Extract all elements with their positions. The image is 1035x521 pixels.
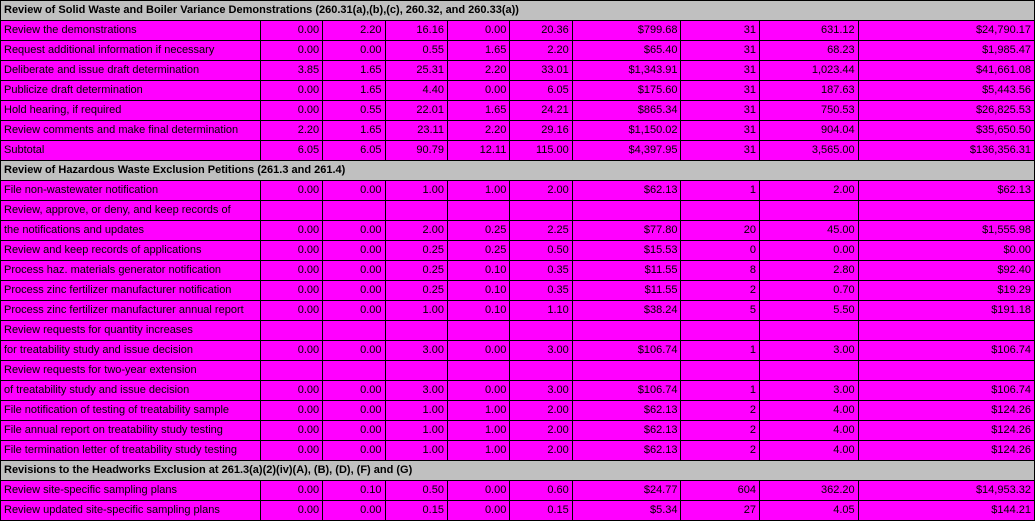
cell-value: 2.20 bbox=[260, 121, 322, 141]
cell-value: 750.53 bbox=[760, 101, 859, 121]
cell-value: 45.00 bbox=[760, 221, 859, 241]
cell-value bbox=[447, 321, 509, 341]
row-label: Review, approve, or deny, and keep records of bbox=[1, 201, 261, 221]
row-label: File non-wastewater notification bbox=[1, 181, 261, 201]
cell-value: 0.55 bbox=[323, 101, 385, 121]
cell-value: 0.55 bbox=[385, 41, 447, 61]
cell-value: 0.00 bbox=[260, 241, 322, 261]
cell-value: 22.01 bbox=[385, 101, 447, 121]
cell-value: 0.00 bbox=[260, 41, 322, 61]
table-row bbox=[1, 221, 1035, 241]
cell-value: 2 bbox=[681, 401, 760, 421]
cell-value: 1 bbox=[681, 181, 760, 201]
cell-currency bbox=[858, 361, 1034, 381]
cell-currency: $62.13 bbox=[858, 181, 1034, 201]
table-row bbox=[1, 61, 1035, 81]
cell-value bbox=[760, 361, 859, 381]
cell-value: 0.60 bbox=[510, 481, 572, 501]
cell-value: 631.12 bbox=[760, 21, 859, 41]
cell-value: 2.25 bbox=[510, 221, 572, 241]
cell-currency: $1,343.91 bbox=[572, 61, 681, 81]
cell-value: 0.25 bbox=[385, 261, 447, 281]
cell-currency: $106.74 bbox=[572, 341, 681, 361]
cell-value: 0.50 bbox=[510, 241, 572, 261]
cell-currency bbox=[858, 201, 1034, 221]
cell-value: 3.00 bbox=[385, 341, 447, 361]
cell-value: 2.00 bbox=[760, 181, 859, 201]
cell-value: 0.10 bbox=[323, 481, 385, 501]
cell-value: 8 bbox=[681, 261, 760, 281]
row-label: Hold hearing, if required bbox=[1, 101, 261, 121]
row-label: Deliberate and issue draft determination bbox=[1, 61, 261, 81]
row-label: Request additional information if necessary bbox=[1, 41, 261, 61]
table-row bbox=[1, 301, 1035, 321]
cell-currency: $124.26 bbox=[858, 421, 1034, 441]
row-label: Process zinc fertilizer manufacturer notification bbox=[1, 281, 261, 301]
cell-value: 1,023.44 bbox=[760, 61, 859, 81]
row-label: Review comments and make final determination bbox=[1, 121, 261, 141]
cell-currency: $799.68 bbox=[572, 21, 681, 41]
row-label: Subtotal bbox=[1, 141, 261, 161]
cell-currency: $124.26 bbox=[858, 441, 1034, 461]
cell-currency: $865.34 bbox=[572, 101, 681, 121]
row-label: File notification of testing of treatability sample bbox=[1, 401, 261, 421]
section-title: Review of Solid Waste and Boiler Variance Demonstrations (260.31(a),(b),(c), 260.32, and 260.33(a)) bbox=[1, 1, 1035, 21]
cell-value: 0.00 bbox=[447, 341, 509, 361]
table-row bbox=[1, 481, 1035, 501]
cell-value: 0.35 bbox=[510, 281, 572, 301]
row-label: Process haz. materials generator notification bbox=[1, 261, 261, 281]
section-header-row bbox=[1, 461, 1035, 481]
table-row bbox=[1, 21, 1035, 41]
cell-value: 0.00 bbox=[260, 81, 322, 101]
row-label: of treatability study and issue decision bbox=[1, 381, 261, 401]
cell-value: 604 bbox=[681, 481, 760, 501]
cell-value: 31 bbox=[681, 121, 760, 141]
table-row bbox=[1, 341, 1035, 361]
cell-value bbox=[323, 201, 385, 221]
cell-value: 0.00 bbox=[323, 381, 385, 401]
cell-currency: $136,356.31 bbox=[858, 141, 1034, 161]
cell-currency bbox=[572, 321, 681, 341]
cell-value: 0.15 bbox=[510, 501, 572, 521]
cell-value: 0.00 bbox=[323, 301, 385, 321]
table-row bbox=[1, 241, 1035, 261]
cell-value: 3.00 bbox=[760, 341, 859, 361]
cell-value bbox=[385, 361, 447, 381]
cell-value: 1.65 bbox=[323, 121, 385, 141]
cell-value bbox=[681, 321, 760, 341]
cell-value: 24.21 bbox=[510, 101, 572, 121]
table-row bbox=[1, 501, 1035, 521]
cell-value bbox=[681, 201, 760, 221]
subtotal-row bbox=[1, 141, 1035, 161]
cell-value: 2.00 bbox=[510, 401, 572, 421]
cell-value: 0.25 bbox=[447, 241, 509, 261]
cell-value: 0.00 bbox=[323, 421, 385, 441]
cell-value: 0.00 bbox=[323, 281, 385, 301]
cell-value: 3.00 bbox=[510, 341, 572, 361]
cell-value: 0.00 bbox=[260, 481, 322, 501]
cell-value bbox=[447, 361, 509, 381]
cell-value: 362.20 bbox=[760, 481, 859, 501]
cell-value: 23.11 bbox=[385, 121, 447, 141]
cell-currency: $14,953.32 bbox=[858, 481, 1034, 501]
cell-currency: $175.60 bbox=[572, 81, 681, 101]
table-row bbox=[1, 381, 1035, 401]
cell-currency: $124.26 bbox=[858, 401, 1034, 421]
cell-value: 4.00 bbox=[760, 421, 859, 441]
cell-currency bbox=[858, 321, 1034, 341]
row-label: for treatability study and issue decision bbox=[1, 341, 261, 361]
cell-value: 1.00 bbox=[385, 441, 447, 461]
section-header-row bbox=[1, 1, 1035, 21]
cell-value: 0.00 bbox=[260, 221, 322, 241]
cell-currency: $1,555.98 bbox=[858, 221, 1034, 241]
cell-value bbox=[510, 321, 572, 341]
cell-value bbox=[260, 201, 322, 221]
table-row bbox=[1, 321, 1035, 341]
cell-value bbox=[385, 201, 447, 221]
cell-value: 2.80 bbox=[760, 261, 859, 281]
cell-value: 4.05 bbox=[760, 501, 859, 521]
table-row bbox=[1, 401, 1035, 421]
cell-value: 0.10 bbox=[447, 281, 509, 301]
cell-value: 1.00 bbox=[385, 401, 447, 421]
cell-value: 1 bbox=[681, 381, 760, 401]
cell-value: 0.00 bbox=[260, 21, 322, 41]
cell-value: 20 bbox=[681, 221, 760, 241]
cell-currency: $191.18 bbox=[858, 301, 1034, 321]
cell-currency: $26,825.53 bbox=[858, 101, 1034, 121]
cell-currency: $144.21 bbox=[858, 501, 1034, 521]
cell-value: 29.16 bbox=[510, 121, 572, 141]
table-row bbox=[1, 81, 1035, 101]
cell-value: 1.65 bbox=[447, 41, 509, 61]
cell-value: 2.20 bbox=[447, 121, 509, 141]
section-header-row bbox=[1, 161, 1035, 181]
cell-value: 0.00 bbox=[447, 81, 509, 101]
cell-value: 0.50 bbox=[385, 481, 447, 501]
cell-value: 2.00 bbox=[510, 441, 572, 461]
cell-value: 27 bbox=[681, 501, 760, 521]
cell-value: 1.65 bbox=[323, 61, 385, 81]
cell-value: 0.00 bbox=[447, 501, 509, 521]
cell-value: 31 bbox=[681, 101, 760, 121]
cell-value: 0.00 bbox=[447, 481, 509, 501]
cell-value: 31 bbox=[681, 81, 760, 101]
cell-value: 0 bbox=[681, 241, 760, 261]
cell-value: 0.00 bbox=[323, 241, 385, 261]
cell-value: 4.00 bbox=[760, 401, 859, 421]
cell-currency: $106.74 bbox=[858, 381, 1034, 401]
cell-value: 115.00 bbox=[510, 141, 572, 161]
cell-currency: $1,985.47 bbox=[858, 41, 1034, 61]
cell-value: 3,565.00 bbox=[760, 141, 859, 161]
cell-value: 0.00 bbox=[260, 401, 322, 421]
row-label: Process zinc fertilizer manufacturer annual report bbox=[1, 301, 261, 321]
cell-currency: $35,650.50 bbox=[858, 121, 1034, 141]
cell-value: 0.00 bbox=[447, 381, 509, 401]
cell-value: 5.50 bbox=[760, 301, 859, 321]
cell-value: 6.05 bbox=[260, 141, 322, 161]
cell-value: 0.25 bbox=[447, 221, 509, 241]
cell-currency: $41,661.08 bbox=[858, 61, 1034, 81]
cell-value: 1.00 bbox=[447, 181, 509, 201]
cell-value: 2 bbox=[681, 281, 760, 301]
cell-value: 3.00 bbox=[510, 381, 572, 401]
table-row bbox=[1, 441, 1035, 461]
section-title: Revisions to the Headworks Exclusion at 261.3(a)(2)(iv)(A), (B), (D), (F) and (G) bbox=[1, 461, 1035, 481]
row-label: the notifications and updates bbox=[1, 221, 261, 241]
cell-value: 2.20 bbox=[447, 61, 509, 81]
cell-value: 2.00 bbox=[385, 221, 447, 241]
cell-value: 1.00 bbox=[447, 441, 509, 461]
cell-value: 0.00 bbox=[260, 281, 322, 301]
row-label: Review updated site-specific sampling plans bbox=[1, 501, 261, 521]
cell-currency: $5,443.56 bbox=[858, 81, 1034, 101]
cell-value: 0.25 bbox=[385, 241, 447, 261]
cell-currency: $65.40 bbox=[572, 41, 681, 61]
table-row bbox=[1, 41, 1035, 61]
cell-currency: $24.77 bbox=[572, 481, 681, 501]
cell-currency: $5.34 bbox=[572, 501, 681, 521]
cell-value: 1.00 bbox=[447, 421, 509, 441]
cell-value: 16.16 bbox=[385, 21, 447, 41]
cell-value: 5 bbox=[681, 301, 760, 321]
cell-value: 12.11 bbox=[447, 141, 509, 161]
cell-value: 0.00 bbox=[260, 421, 322, 441]
cell-value bbox=[447, 201, 509, 221]
cell-value: 3.00 bbox=[760, 381, 859, 401]
cell-currency: $38.24 bbox=[572, 301, 681, 321]
table-row bbox=[1, 181, 1035, 201]
cell-currency: $19.29 bbox=[858, 281, 1034, 301]
cell-currency: $92.40 bbox=[858, 261, 1034, 281]
cell-value: 187.63 bbox=[760, 81, 859, 101]
table-body bbox=[1, 1, 1035, 521]
table-row bbox=[1, 361, 1035, 381]
row-label: Review and keep records of applications bbox=[1, 241, 261, 261]
cell-value: 31 bbox=[681, 141, 760, 161]
cell-value: 904.04 bbox=[760, 121, 859, 141]
row-label: Review requests for quantity increases bbox=[1, 321, 261, 341]
cell-value: 0.70 bbox=[760, 281, 859, 301]
cell-currency: $4,397.95 bbox=[572, 141, 681, 161]
cell-value: 68.23 bbox=[760, 41, 859, 61]
cell-value: 31 bbox=[681, 21, 760, 41]
cell-value: 0.00 bbox=[323, 501, 385, 521]
cell-value: 0.00 bbox=[323, 181, 385, 201]
cell-value: 1.00 bbox=[385, 181, 447, 201]
cell-currency bbox=[572, 361, 681, 381]
row-label: Review the demonstrations bbox=[1, 21, 261, 41]
cell-currency bbox=[572, 201, 681, 221]
cell-value: 2 bbox=[681, 421, 760, 441]
cell-currency: $62.13 bbox=[572, 421, 681, 441]
cell-value: 4.40 bbox=[385, 81, 447, 101]
cell-currency: $62.13 bbox=[572, 441, 681, 461]
cell-value: 90.79 bbox=[385, 141, 447, 161]
cell-value: 0.00 bbox=[260, 381, 322, 401]
cell-currency: $0.00 bbox=[858, 241, 1034, 261]
cell-value bbox=[323, 361, 385, 381]
cell-currency: $106.74 bbox=[572, 381, 681, 401]
cell-value: 0.15 bbox=[385, 501, 447, 521]
cell-value: 2.00 bbox=[510, 181, 572, 201]
cell-value: 6.05 bbox=[323, 141, 385, 161]
cell-value bbox=[385, 321, 447, 341]
cell-value: 3.00 bbox=[385, 381, 447, 401]
row-label: Publicize draft determination bbox=[1, 81, 261, 101]
cell-value: 0.25 bbox=[385, 281, 447, 301]
cell-value: 0.00 bbox=[260, 301, 322, 321]
cell-value bbox=[681, 361, 760, 381]
cell-value: 0.00 bbox=[323, 341, 385, 361]
cell-value: 0.00 bbox=[323, 221, 385, 241]
table-row bbox=[1, 121, 1035, 141]
cell-value: 0.00 bbox=[447, 21, 509, 41]
cell-value: 1.65 bbox=[323, 81, 385, 101]
row-label: File annual report on treatability study testing bbox=[1, 421, 261, 441]
cell-value: 33.01 bbox=[510, 61, 572, 81]
cell-value: 0.35 bbox=[510, 261, 572, 281]
cell-value: 0.00 bbox=[260, 441, 322, 461]
cell-value: 0.00 bbox=[260, 181, 322, 201]
cell-value: 1.00 bbox=[385, 301, 447, 321]
cell-value: 0.10 bbox=[447, 261, 509, 281]
cell-currency: $24,790.17 bbox=[858, 21, 1034, 41]
cell-value: 0.00 bbox=[323, 261, 385, 281]
cell-currency: $106.74 bbox=[858, 341, 1034, 361]
cell-value: 0.00 bbox=[260, 341, 322, 361]
table-row bbox=[1, 421, 1035, 441]
cell-value bbox=[323, 321, 385, 341]
cell-value bbox=[260, 321, 322, 341]
cell-value: 31 bbox=[681, 61, 760, 81]
cell-value bbox=[510, 361, 572, 381]
cell-value bbox=[510, 201, 572, 221]
section-title: Review of Hazardous Waste Exclusion Petitions (261.3 and 261.4) bbox=[1, 161, 1035, 181]
cell-currency: $62.13 bbox=[572, 181, 681, 201]
table-row bbox=[1, 261, 1035, 281]
cell-value: 2.20 bbox=[323, 21, 385, 41]
cell-currency: $11.55 bbox=[572, 261, 681, 281]
cell-value bbox=[760, 321, 859, 341]
cell-value: 0.00 bbox=[323, 41, 385, 61]
cell-value: 20.36 bbox=[510, 21, 572, 41]
cell-currency: $62.13 bbox=[572, 401, 681, 421]
cell-value bbox=[760, 201, 859, 221]
cell-currency: $11.55 bbox=[572, 281, 681, 301]
cell-value: 0.00 bbox=[260, 501, 322, 521]
cell-value: 0.00 bbox=[323, 441, 385, 461]
cell-value: 0.00 bbox=[260, 101, 322, 121]
cell-value bbox=[260, 361, 322, 381]
cell-value: 2 bbox=[681, 441, 760, 461]
row-label: Review site-specific sampling plans bbox=[1, 481, 261, 501]
cell-value: 1.65 bbox=[447, 101, 509, 121]
row-label: Review requests for two-year extension bbox=[1, 361, 261, 381]
cell-currency: $77.80 bbox=[572, 221, 681, 241]
cell-value: 1.00 bbox=[447, 401, 509, 421]
cell-value: 0.10 bbox=[447, 301, 509, 321]
table-row bbox=[1, 281, 1035, 301]
cell-value: 0.00 bbox=[760, 241, 859, 261]
cell-value: 0.00 bbox=[323, 401, 385, 421]
cell-value: 1.00 bbox=[385, 421, 447, 441]
table-row bbox=[1, 101, 1035, 121]
cell-value: 2.20 bbox=[510, 41, 572, 61]
cell-value: 1 bbox=[681, 341, 760, 361]
cell-currency: $15.53 bbox=[572, 241, 681, 261]
row-label: File termination letter of treatability study testing bbox=[1, 441, 261, 461]
cell-value: 31 bbox=[681, 41, 760, 61]
cell-value: 1.10 bbox=[510, 301, 572, 321]
cell-currency: $1,150.02 bbox=[572, 121, 681, 141]
cell-value: 4.00 bbox=[760, 441, 859, 461]
cell-value: 3.85 bbox=[260, 61, 322, 81]
cell-value: 2.00 bbox=[510, 421, 572, 441]
cell-value: 0.00 bbox=[260, 261, 322, 281]
table-row bbox=[1, 201, 1035, 221]
cell-value: 25.31 bbox=[385, 61, 447, 81]
cell-value: 6.05 bbox=[510, 81, 572, 101]
